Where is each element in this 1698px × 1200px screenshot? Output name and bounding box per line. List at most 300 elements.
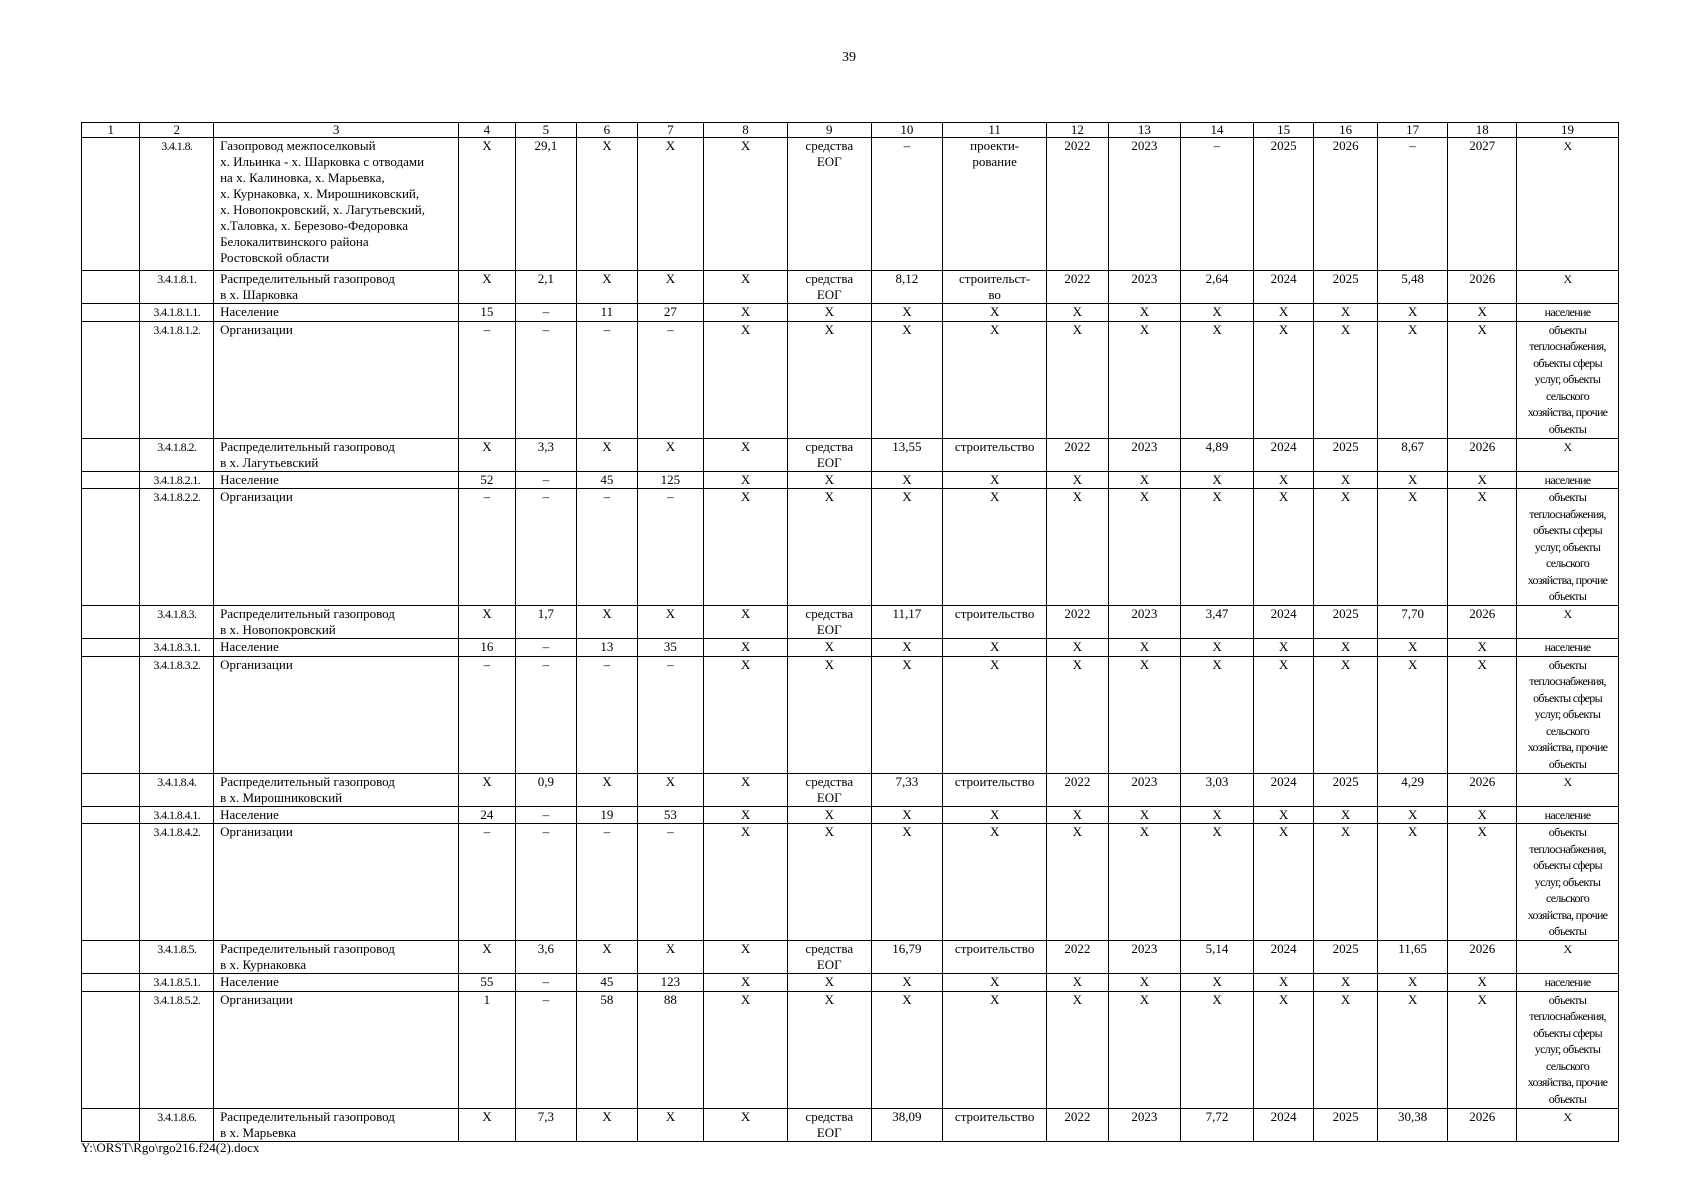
table-cell-col-7: –	[637, 656, 704, 773]
table-cell-col-11: Х	[943, 639, 1047, 657]
table-cell-col-5: –	[515, 489, 577, 606]
table-cell-col-9: Х	[787, 974, 871, 992]
table-cell-col-3: Организации	[214, 321, 459, 438]
table-cell-col-11: строительст- во	[943, 271, 1047, 304]
table-cell-col-14: Х	[1181, 321, 1254, 438]
table-cell-col-10: 13,55	[871, 438, 943, 471]
table-cell-col-15: 2024	[1253, 1108, 1314, 1141]
table-cell-col-1	[82, 471, 140, 489]
table-cell-col-3: Население	[214, 639, 459, 657]
table-cell-col-11: Х	[943, 471, 1047, 489]
table-cell-col-7: –	[637, 321, 704, 438]
column-number-5: 5	[515, 123, 577, 138]
table-cell-col-12: Х	[1047, 489, 1109, 606]
table-cell-col-9: Х	[787, 489, 871, 606]
table-cell-col-17: 7,70	[1377, 606, 1448, 639]
table-cell-col-11: проекти- рование	[943, 138, 1047, 271]
table-cell-col-14: Х	[1181, 806, 1254, 824]
table-cell-col-12: Х	[1047, 991, 1109, 1108]
table-cell-col-7: 125	[637, 471, 704, 489]
table-cell-col-8: Х	[704, 941, 788, 974]
table-cell-col-13: Х	[1108, 471, 1181, 489]
table-cell-col-10: Х	[871, 304, 943, 322]
table-cell-col-14: Х	[1181, 304, 1254, 322]
table-cell-col-18: 2026	[1448, 271, 1517, 304]
table-cell-col-15: 2024	[1253, 438, 1314, 471]
table-cell-col-16: 2025	[1314, 1108, 1378, 1141]
table-cell-col-17: Х	[1377, 824, 1448, 941]
table-cell-col-11: Х	[943, 304, 1047, 322]
table-cell-col-15: Х	[1253, 991, 1314, 1108]
table-cell-col-17: Х	[1377, 321, 1448, 438]
table-cell-col-12: Х	[1047, 321, 1109, 438]
table-cell-col-10: Х	[871, 991, 943, 1108]
table-cell-col-8: Х	[704, 1108, 788, 1141]
table-row	[82, 806, 1619, 824]
table-cell-col-18: 2026	[1448, 438, 1517, 471]
table-cell-col-9: средства ЕОГ	[787, 438, 871, 471]
table-cell-col-16: 2025	[1314, 773, 1378, 806]
table-cell-col-15: 2024	[1253, 941, 1314, 974]
table-cell-col-10: 7,33	[871, 773, 943, 806]
table-cell-col-13: Х	[1108, 806, 1181, 824]
table-cell-col-2: 3.4.1.8.5.1.	[140, 974, 214, 992]
table-cell-col-17: 8,67	[1377, 438, 1448, 471]
table-cell-col-6: –	[577, 656, 638, 773]
table-cell-col-12: Х	[1047, 974, 1109, 992]
table-cell-col-10: –	[871, 138, 943, 271]
table-cell-col-4: –	[459, 656, 515, 773]
table-cell-col-6: Х	[577, 773, 638, 806]
table-cell-col-5: –	[515, 991, 577, 1108]
table-cell-col-15: Х	[1253, 471, 1314, 489]
table-cell-col-2: 3.4.1.8.6.	[140, 1108, 214, 1141]
table-cell-col-9: Х	[787, 304, 871, 322]
table-cell-col-4: Х	[459, 271, 515, 304]
table-cell-col-14: Х	[1181, 824, 1254, 941]
table-cell-col-6: Х	[577, 941, 638, 974]
table-cell-col-8: Х	[704, 974, 788, 992]
table-cell-col-5: 0,9	[515, 773, 577, 806]
table-cell-col-11: строительство	[943, 941, 1047, 974]
table-cell-col-19: население	[1517, 806, 1619, 824]
table-cell-col-6: –	[577, 321, 638, 438]
table-cell-col-10: Х	[871, 806, 943, 824]
table-cell-col-10: Х	[871, 824, 943, 941]
table-row	[82, 471, 1619, 489]
table-cell-col-1	[82, 321, 140, 438]
table-cell-col-4: –	[459, 489, 515, 606]
table-cell-col-6: Х	[577, 606, 638, 639]
table-cell-col-3: Организации	[214, 991, 459, 1108]
column-number-11: 11	[943, 123, 1047, 138]
table-cell-col-12: Х	[1047, 639, 1109, 657]
table-cell-col-17: Х	[1377, 974, 1448, 992]
table-cell-col-9: средства ЕОГ	[787, 773, 871, 806]
table-cell-col-16: 2025	[1314, 438, 1378, 471]
table-cell-col-7: 27	[637, 304, 704, 322]
table-cell-col-1	[82, 773, 140, 806]
table-cell-col-9: Х	[787, 991, 871, 1108]
table-cell-col-6: –	[577, 824, 638, 941]
table-cell-col-12: 2022	[1047, 138, 1109, 271]
table-cell-col-7: Х	[637, 606, 704, 639]
table-cell-col-1	[82, 271, 140, 304]
table-cell-col-19: население	[1517, 639, 1619, 657]
table-cell-col-19: Х	[1517, 606, 1619, 639]
table-row	[82, 489, 1619, 606]
table-cell-col-5: –	[515, 656, 577, 773]
table-cell-col-1	[82, 606, 140, 639]
table-cell-col-18: 2026	[1448, 1108, 1517, 1141]
table-cell-col-4: 55	[459, 974, 515, 992]
table-cell-col-10: 16,79	[871, 941, 943, 974]
table-cell-col-7: –	[637, 489, 704, 606]
table-cell-col-9: средства ЕОГ	[787, 606, 871, 639]
table-cell-col-19: Х	[1517, 1108, 1619, 1141]
table-cell-col-10: Х	[871, 656, 943, 773]
table-cell-col-5: –	[515, 304, 577, 322]
table-cell-col-18: Х	[1448, 991, 1517, 1108]
table-cell-col-7: Х	[637, 941, 704, 974]
table-cell-col-13: 2023	[1108, 606, 1181, 639]
table-cell-col-9: Х	[787, 806, 871, 824]
table-cell-col-15: Х	[1253, 974, 1314, 992]
table-cell-col-14: Х	[1181, 974, 1254, 992]
table-row	[82, 773, 1619, 806]
column-number-4: 4	[459, 123, 515, 138]
table-cell-col-5: 2,1	[515, 271, 577, 304]
table-cell-col-4: Х	[459, 438, 515, 471]
table-cell-col-12: Х	[1047, 824, 1109, 941]
table-cell-col-8: Х	[704, 271, 788, 304]
table-cell-col-5: 3,3	[515, 438, 577, 471]
table-cell-col-4: Х	[459, 606, 515, 639]
table-cell-col-16: 2025	[1314, 606, 1378, 639]
table-cell-col-12: Х	[1047, 656, 1109, 773]
table-row	[82, 974, 1619, 992]
table-cell-col-12: Х	[1047, 304, 1109, 322]
table-cell-col-2: 3.4.1.8.1.	[140, 271, 214, 304]
table-row	[82, 606, 1619, 639]
table-cell-col-15: 2024	[1253, 271, 1314, 304]
table-cell-col-8: Х	[704, 991, 788, 1108]
table-cell-col-11: строительство	[943, 1108, 1047, 1141]
table-cell-col-15: 2024	[1253, 606, 1314, 639]
table-cell-col-9: Х	[787, 321, 871, 438]
column-number-9: 9	[787, 123, 871, 138]
table-cell-col-5: –	[515, 321, 577, 438]
table-cell-col-13: Х	[1108, 321, 1181, 438]
table-cell-col-14: Х	[1181, 656, 1254, 773]
table-cell-col-1	[82, 656, 140, 773]
table-cell-col-2: 3.4.1.8.1.1.	[140, 304, 214, 322]
table-cell-col-4: 52	[459, 471, 515, 489]
table-cell-col-14: 5,14	[1181, 941, 1254, 974]
header-row	[82, 123, 1619, 138]
table-cell-col-19: Х	[1517, 138, 1619, 271]
table-cell-col-4: Х	[459, 773, 515, 806]
table-cell-col-3: Население	[214, 471, 459, 489]
table-cell-col-18: Х	[1448, 321, 1517, 438]
table-cell-col-1	[82, 974, 140, 992]
table-cell-col-19: объекты теплоснабжения, объекты сферы услуг, объекты сельского хозяйства, прочие объекты	[1517, 824, 1619, 941]
table-cell-col-14: 4,89	[1181, 438, 1254, 471]
table-cell-col-2: 3.4.1.8.1.2.	[140, 321, 214, 438]
table-cell-col-10: Х	[871, 974, 943, 992]
table-cell-col-11: Х	[943, 321, 1047, 438]
table-cell-col-15: Х	[1253, 656, 1314, 773]
table-cell-col-12: 2022	[1047, 438, 1109, 471]
table-cell-col-16: Х	[1314, 974, 1378, 992]
table-cell-col-18: 2027	[1448, 138, 1517, 271]
table-cell-col-5: –	[515, 471, 577, 489]
table-cell-col-5: –	[515, 824, 577, 941]
table-cell-col-15: Х	[1253, 824, 1314, 941]
table-cell-col-2: 3.4.1.8.	[140, 138, 214, 271]
table-cell-col-2: 3.4.1.8.4.2.	[140, 824, 214, 941]
table-cell-col-10: 11,17	[871, 606, 943, 639]
table-cell-col-5: 7,3	[515, 1108, 577, 1141]
table-cell-col-17: Х	[1377, 806, 1448, 824]
table-cell-col-12: Х	[1047, 806, 1109, 824]
table-cell-col-10: Х	[871, 639, 943, 657]
table-cell-col-9: средства ЕОГ	[787, 941, 871, 974]
table-row	[82, 824, 1619, 941]
page-number: 39	[842, 50, 856, 65]
table-cell-col-17: 5,48	[1377, 271, 1448, 304]
table-row	[82, 138, 1619, 271]
table-cell-col-1	[82, 639, 140, 657]
table-cell-col-11: Х	[943, 824, 1047, 941]
table-cell-col-13: 2023	[1108, 138, 1181, 271]
table-cell-col-14: Х	[1181, 639, 1254, 657]
table-cell-col-8: Х	[704, 773, 788, 806]
table-cell-col-5: –	[515, 806, 577, 824]
table-cell-col-11: Х	[943, 489, 1047, 606]
table-cell-col-9: средства ЕОГ	[787, 138, 871, 271]
table-cell-col-13: Х	[1108, 639, 1181, 657]
table-cell-col-13: Х	[1108, 656, 1181, 773]
column-number-17: 17	[1377, 123, 1448, 138]
table-cell-col-6: Х	[577, 138, 638, 271]
table-cell-col-6: 19	[577, 806, 638, 824]
table-cell-col-3: Газопровод межпоселковый х. Ильинка - х. Шарковка с отводами на х. Калиновка, х. Марьевка, х. Курнаковка, х. Мирошниковский, х. Новопокровский, х. Лагутьевский, х.Таловка, х. Березово-Федоровка Белокалитвинского района Ростовской области	[214, 138, 459, 271]
table-cell-col-8: Х	[704, 656, 788, 773]
table-cell-col-4: –	[459, 321, 515, 438]
table-cell-col-10: 38,09	[871, 1108, 943, 1141]
table-cell-col-11: Х	[943, 974, 1047, 992]
table-cell-col-15: 2024	[1253, 773, 1314, 806]
table-cell-col-3: Население	[214, 806, 459, 824]
table-cell-col-14: 3,03	[1181, 773, 1254, 806]
table-cell-col-9: средства ЕОГ	[787, 271, 871, 304]
table-cell-col-13: Х	[1108, 991, 1181, 1108]
table-cell-col-6: 45	[577, 471, 638, 489]
table-cell-col-16: Х	[1314, 471, 1378, 489]
table-cell-col-7: Х	[637, 138, 704, 271]
table-cell-col-18: Х	[1448, 656, 1517, 773]
table-cell-col-18: 2026	[1448, 773, 1517, 806]
table-cell-col-13: Х	[1108, 489, 1181, 606]
table-cell-col-15: Х	[1253, 321, 1314, 438]
table-cell-col-5: 3,6	[515, 941, 577, 974]
table-cell-col-18: Х	[1448, 639, 1517, 657]
table-cell-col-8: Х	[704, 806, 788, 824]
table-cell-col-3: Население	[214, 304, 459, 322]
table-cell-col-13: 2023	[1108, 1108, 1181, 1141]
table-cell-col-15: 2025	[1253, 138, 1314, 271]
table-cell-col-16: Х	[1314, 824, 1378, 941]
table-cell-col-17: 11,65	[1377, 941, 1448, 974]
table-cell-col-19: Х	[1517, 773, 1619, 806]
table-cell-col-16: Х	[1314, 806, 1378, 824]
table-row	[82, 1108, 1619, 1141]
investment-table	[81, 122, 1619, 1142]
table-cell-col-10: Х	[871, 489, 943, 606]
table-cell-col-13: 2023	[1108, 271, 1181, 304]
table-cell-col-16: Х	[1314, 639, 1378, 657]
table-cell-col-5: –	[515, 974, 577, 992]
table-cell-col-13: 2023	[1108, 438, 1181, 471]
table-cell-col-13: 2023	[1108, 773, 1181, 806]
column-number-18: 18	[1448, 123, 1517, 138]
table-cell-col-8: Х	[704, 639, 788, 657]
table-cell-col-6: –	[577, 489, 638, 606]
table-cell-col-8: Х	[704, 606, 788, 639]
table-cell-col-2: 3.4.1.8.4.1.	[140, 806, 214, 824]
footer-file-path: Y:\ORST\Rgo\rgo216.f24(2).docx	[81, 1140, 260, 1155]
table-cell-col-15: Х	[1253, 489, 1314, 606]
table-cell-col-3: Организации	[214, 489, 459, 606]
table-row	[82, 991, 1619, 1108]
table-cell-col-7: Х	[637, 271, 704, 304]
table-cell-col-13: 2023	[1108, 941, 1181, 974]
table-cell-col-12: 2022	[1047, 271, 1109, 304]
column-number-14: 14	[1181, 123, 1254, 138]
table-cell-col-9: Х	[787, 824, 871, 941]
table-cell-col-2: 3.4.1.8.4.	[140, 773, 214, 806]
table-cell-col-6: 45	[577, 974, 638, 992]
table-row	[82, 639, 1619, 657]
table-cell-col-2: 3.4.1.8.3.2.	[140, 656, 214, 773]
table-cell-col-2: 3.4.1.8.2.	[140, 438, 214, 471]
column-number-7: 7	[637, 123, 704, 138]
table-cell-col-7: Х	[637, 773, 704, 806]
table-cell-col-8: Х	[704, 824, 788, 941]
table-cell-col-15: Х	[1253, 806, 1314, 824]
table-cell-col-12: 2022	[1047, 941, 1109, 974]
column-number-19: 19	[1517, 123, 1619, 138]
table-cell-col-5: –	[515, 639, 577, 657]
table-cell-col-19: население	[1517, 471, 1619, 489]
table-cell-col-16: Х	[1314, 991, 1378, 1108]
table-cell-col-16: Х	[1314, 489, 1378, 606]
table-cell-col-16: 2026	[1314, 138, 1378, 271]
table-cell-col-4: –	[459, 824, 515, 941]
table-cell-col-7: –	[637, 824, 704, 941]
table-cell-col-1	[82, 991, 140, 1108]
table-cell-col-16: 2025	[1314, 941, 1378, 974]
table-cell-col-6: 58	[577, 991, 638, 1108]
table-cell-col-4: Х	[459, 1108, 515, 1141]
table-cell-col-4: 1	[459, 991, 515, 1108]
table-cell-col-13: Х	[1108, 304, 1181, 322]
column-number-6: 6	[577, 123, 638, 138]
table-cell-col-18: Х	[1448, 974, 1517, 992]
table-cell-col-14: –	[1181, 138, 1254, 271]
table-cell-col-17: Х	[1377, 304, 1448, 322]
column-number-12: 12	[1047, 123, 1109, 138]
table-cell-col-7: 35	[637, 639, 704, 657]
table-cell-col-18: Х	[1448, 304, 1517, 322]
table-cell-col-3: Организации	[214, 656, 459, 773]
table-cell-col-1	[82, 824, 140, 941]
table-cell-col-3: Распределительный газопровод в х. Лагутьевский	[214, 438, 459, 471]
table-cell-col-14: Х	[1181, 471, 1254, 489]
table-cell-col-18: 2026	[1448, 606, 1517, 639]
table-cell-col-7: Х	[637, 438, 704, 471]
table-cell-col-8: Х	[704, 304, 788, 322]
table-cell-col-1	[82, 138, 140, 271]
table-cell-col-11: строительство	[943, 438, 1047, 471]
table-cell-col-16: Х	[1314, 656, 1378, 773]
table-cell-col-18: 2026	[1448, 941, 1517, 974]
table-cell-col-2: 3.4.1.8.3.1.	[140, 639, 214, 657]
table-cell-col-17: Х	[1377, 489, 1448, 606]
table-cell-col-16: 2025	[1314, 271, 1378, 304]
table-row	[82, 271, 1619, 304]
table-cell-col-6: Х	[577, 271, 638, 304]
table-cell-col-3: Распределительный газопровод в х. Курнаковка	[214, 941, 459, 974]
table-cell-col-1	[82, 304, 140, 322]
table-cell-col-17: –	[1377, 138, 1448, 271]
table-cell-col-7: 53	[637, 806, 704, 824]
table-cell-col-2: 3.4.1.8.2.1.	[140, 471, 214, 489]
table-cell-col-19: объекты теплоснабжения, объекты сферы услуг, объекты сельского хозяйства, прочие объекты	[1517, 991, 1619, 1108]
table-cell-col-7: Х	[637, 1108, 704, 1141]
table-cell-col-14: 3,47	[1181, 606, 1254, 639]
table-cell-col-14: 7,72	[1181, 1108, 1254, 1141]
table-cell-col-6: 11	[577, 304, 638, 322]
table-cell-col-19: население	[1517, 974, 1619, 992]
table-cell-col-17: 30,38	[1377, 1108, 1448, 1141]
table-cell-col-15: Х	[1253, 304, 1314, 322]
table-cell-col-3: Население	[214, 974, 459, 992]
table-cell-col-17: 4,29	[1377, 773, 1448, 806]
table-cell-col-11: Х	[943, 656, 1047, 773]
table-cell-col-11: строительство	[943, 606, 1047, 639]
table-row	[82, 438, 1619, 471]
table-cell-col-8: Х	[704, 489, 788, 606]
table-cell-col-8: Х	[704, 138, 788, 271]
table-cell-col-3: Распределительный газопровод в х. Марьевка	[214, 1108, 459, 1141]
table-cell-col-14: Х	[1181, 991, 1254, 1108]
table-cell-col-4: 24	[459, 806, 515, 824]
table-cell-col-18: Х	[1448, 489, 1517, 606]
column-number-1: 1	[82, 123, 140, 138]
table-cell-col-12: 2022	[1047, 773, 1109, 806]
table-cell-col-9: Х	[787, 656, 871, 773]
column-number-16: 16	[1314, 123, 1378, 138]
table-cell-col-17: Х	[1377, 656, 1448, 773]
table-cell-col-15: Х	[1253, 639, 1314, 657]
table-cell-col-5: 1,7	[515, 606, 577, 639]
table-cell-col-19: Х	[1517, 941, 1619, 974]
table-cell-col-3: Распределительный газопровод в х. Новопокровский	[214, 606, 459, 639]
table-cell-col-3: Распределительный газопровод в х. Мирошниковский	[214, 773, 459, 806]
table-cell-col-2: 3.4.1.8.2.2.	[140, 489, 214, 606]
